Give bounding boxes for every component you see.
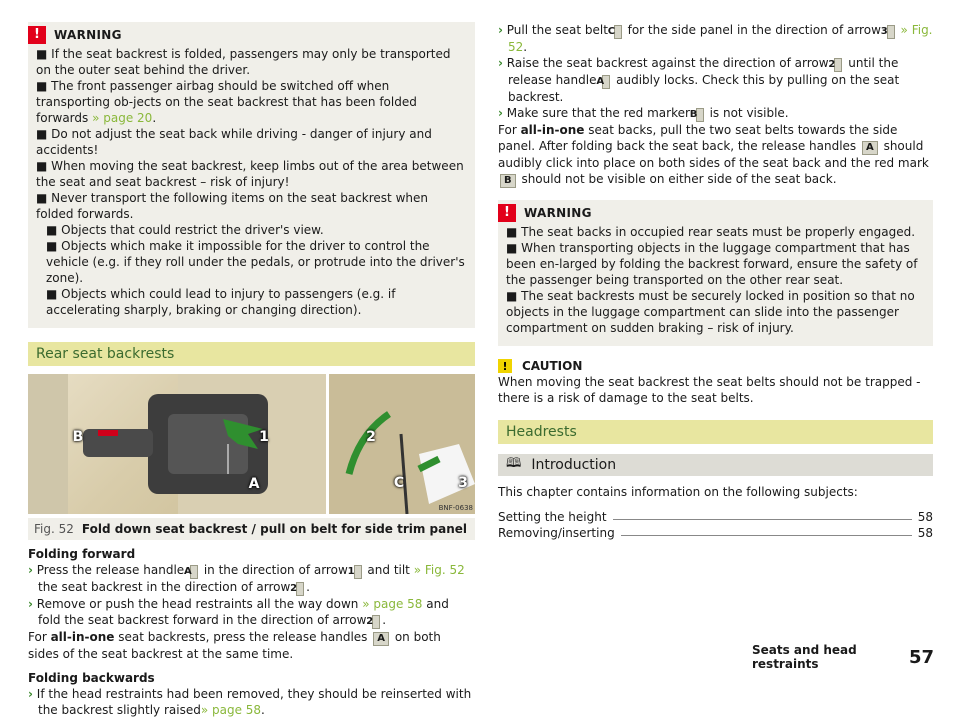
- key-b: B: [696, 108, 704, 122]
- warning-item: ■ When moving the seat backrest, keep limbs out of the area between the seat and seat backrest – risk of injury!: [36, 159, 464, 189]
- step: › Raise the seat backrest against the direction of arrow 2 until the release handle A audibly locks. Check this by pulling on the seat backrest.: [498, 56, 900, 104]
- step-chevron-icon: ›: [498, 23, 503, 37]
- paragraph-all-in-one: For all-in-one seat backrests, press the release handles A on both sides of the seat backrest at the same time.: [28, 630, 441, 661]
- caution-header: [498, 358, 933, 374]
- right-column: [498, 22, 933, 540]
- key-2: 2: [296, 582, 304, 596]
- toc-entry[interactable]: [498, 524, 933, 540]
- warning-item: ■ Never transport the following items on the seat backrest when folded forwards.: [36, 191, 428, 221]
- step-chevron-icon: ›: [28, 563, 33, 577]
- toc-page: 58: [917, 510, 933, 524]
- red-marker-shape: [98, 430, 118, 436]
- toc-leader: [613, 519, 912, 520]
- figure-photo-release-handle: [28, 374, 326, 514]
- page-link[interactable]: » page 58: [200, 703, 262, 717]
- warning-item: ■ Do not adjust the seat back while driving - danger of injury and accidents!: [36, 127, 432, 157]
- warning-item: ■ When transporting objects in the luggage compartment that has been en-larged by folding the backrest forward, ensure the safety of the passenger being transported on the other rear seat.: [506, 241, 918, 287]
- seat-side-shape: [28, 374, 68, 514]
- heading-folding-backwards: Folding backwards: [28, 671, 155, 685]
- step-chevron-icon: ›: [28, 597, 33, 611]
- key-a: A: [602, 75, 610, 89]
- figure-caption: [28, 518, 475, 540]
- folding-back-steps: [498, 22, 933, 188]
- page-number: 57: [908, 646, 934, 668]
- folding-instructions: [28, 546, 475, 718]
- page-link[interactable]: » page 58: [362, 597, 423, 611]
- key-2: 2: [372, 615, 380, 629]
- step: › If the head restraints had been removed, they should be reinserted with the backrest slightly raised» page 58.: [28, 687, 472, 717]
- heading-folding-forward: Folding forward: [28, 547, 136, 561]
- figure-label: Fig. 52: [34, 522, 74, 536]
- warning-icon: !: [498, 204, 516, 222]
- toc-leader: [621, 535, 912, 536]
- footer-chapter-title: Seats and head restraints: [752, 643, 857, 671]
- toc-page: 58: [917, 526, 933, 540]
- page-footer: [752, 643, 934, 671]
- step: › Press the release handle A in the direction of arrow 1 and tilt » Fig. 52 the seat backrest in the direction of arrow 2 .: [28, 563, 465, 594]
- section-title-headrests: Headrests: [498, 420, 933, 444]
- warning-box-left: [28, 22, 475, 328]
- step-chevron-icon: ›: [28, 687, 33, 701]
- caution-text: When moving the seat backrest the seat belts should not be trapped - there is a risk of damage to the seat belts.: [498, 375, 921, 405]
- figure-link[interactable]: » Fig. 52: [413, 563, 465, 577]
- introduction-text: This chapter contains information on the following subjects:: [498, 485, 858, 499]
- key-a: A: [862, 141, 878, 155]
- introduction-title: Introduction: [531, 457, 617, 473]
- key-a: A: [190, 565, 198, 579]
- warning-header: [28, 26, 475, 44]
- key-1: 1: [354, 565, 362, 579]
- warning-item: ■ The seat backs in occupied rear seats must be properly engaged.: [506, 225, 916, 239]
- paragraph-all-in-one: For all-in-one seat backs, pull the two seat belts towards the side panel. After folding back the seat back, the release handles A should audibly click into place on both sides of the seat back and the red mark B should not be visible on either side of the seat back.: [498, 123, 929, 186]
- step-chevron-icon: ›: [498, 106, 503, 120]
- callout-a: A: [248, 476, 260, 492]
- warning-item: ■ The seat backrests must be securely locked in position so that no objects in the luggage compartment can slide into the passenger compartment on sudden braking – risk of injury.: [506, 289, 915, 335]
- figure-52: [28, 374, 475, 514]
- callout-2: 2: [366, 429, 376, 445]
- warning-box-right: [498, 200, 933, 346]
- book-icon: 🕮: [506, 456, 522, 471]
- key-c: C: [614, 25, 622, 39]
- warning-icon: !: [28, 26, 46, 44]
- key-3: 3: [887, 25, 895, 39]
- warning-title: WARNING: [524, 206, 592, 220]
- figure-caption-text: Fold down seat backrest / pull on belt for side trim panel: [81, 522, 468, 536]
- caution-title: CAUTION: [522, 359, 583, 373]
- toc-entry[interactable]: [498, 508, 933, 524]
- callout-3: 3: [458, 475, 468, 491]
- warning-subitem: ■ Objects that could restrict the driver's view.: [46, 223, 324, 237]
- photo-illustration-2: [329, 374, 475, 514]
- caution-icon: !: [498, 359, 512, 373]
- key-a: A: [373, 632, 389, 646]
- key-b: B: [500, 174, 516, 188]
- callout-1: 1: [259, 429, 269, 445]
- section-title-rear-seat-backrests: Rear seat backrests: [28, 342, 475, 366]
- warning-header: [498, 204, 933, 222]
- toc-label: Removing/inserting: [498, 526, 615, 540]
- step-chevron-icon: ›: [498, 56, 503, 70]
- callout-b: B: [72, 429, 84, 445]
- figure-link[interactable]: » Fig. 52: [508, 23, 933, 54]
- warning-title: WARNING: [54, 28, 122, 42]
- figure-photo-seat-belt: [329, 374, 475, 514]
- step: › Remove or push the head restraints all the way down » page 58 and fold the seat backrest forward in the direction of arrow 2 .: [28, 597, 449, 627]
- key-2: 2: [834, 58, 842, 72]
- warning-subitem: ■ Objects which make it impossible for the driver to control the vehicle (e.g. if they roll under the pedals, or protrude into the driver's zone).: [46, 239, 465, 285]
- figure-code: BNF-0638: [438, 504, 473, 512]
- toc-label: Setting the height: [498, 510, 607, 524]
- warning-item: ■ The front passenger airbag should be switched off when transporting ob-jects on the seat backrest that has been folded forwards » page 20.: [36, 79, 417, 125]
- step: › Make sure that the red marker B is not visible.: [498, 106, 789, 120]
- warning-subitem: ■ Objects which could lead to injury to passengers (e.g. if accelerating sharply, braking or changing direction).: [46, 287, 396, 317]
- page-link[interactable]: » page 20: [92, 111, 153, 125]
- callout-c: C: [393, 475, 405, 491]
- introduction-bar: [498, 454, 933, 476]
- left-column: [28, 22, 475, 718]
- step: › Pull the seat belt C for the side panel in the direction of arrow 3 » Fig. 52.: [498, 23, 933, 54]
- warning-item: ■ If the seat backrest is folded, passengers may only be transported on the outer seat behind the driver.: [36, 47, 451, 77]
